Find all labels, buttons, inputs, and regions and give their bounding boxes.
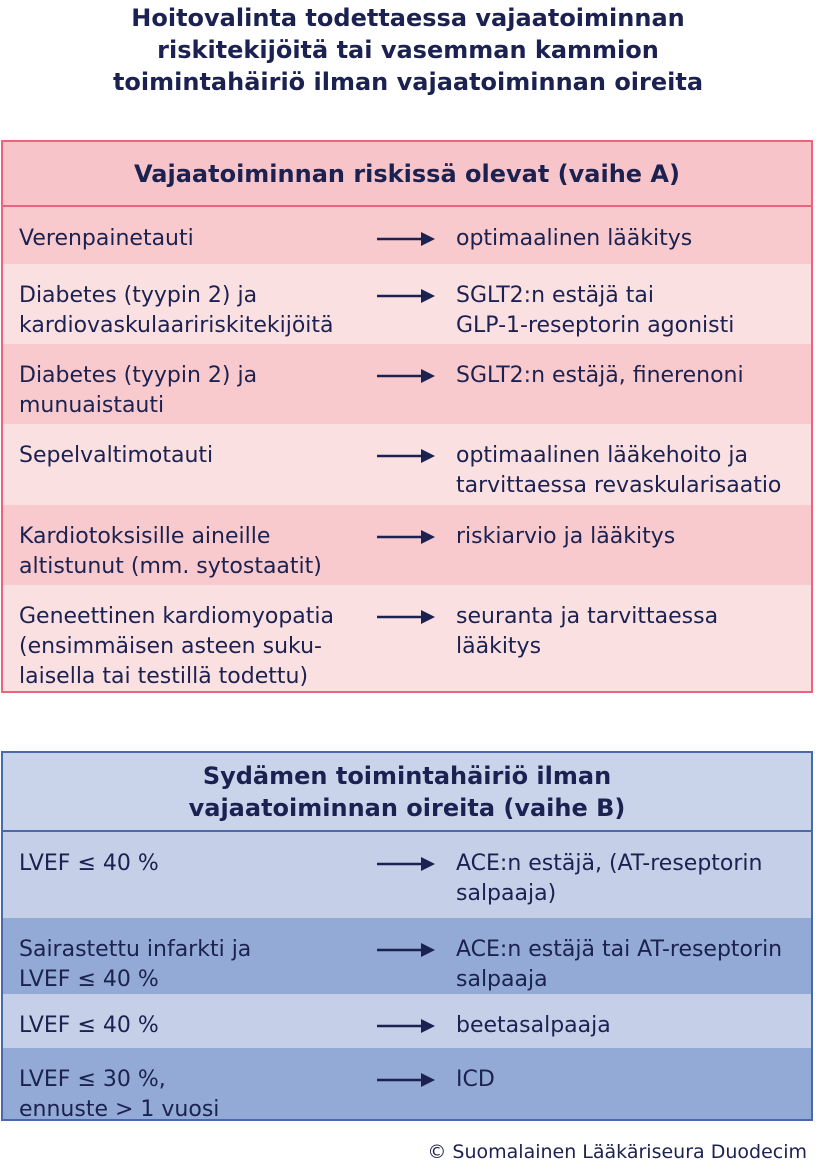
condition-line: Geneettinen kardiomyopatia — [19, 604, 334, 629]
right-arrow-icon — [375, 938, 437, 962]
treatment-cell — [456, 224, 806, 254]
stage-b-panel — [1, 751, 813, 1121]
condition-cell — [19, 522, 369, 582]
condition-line: ennuste > 1 vuosi — [19, 1097, 220, 1122]
right-arrow-icon — [375, 364, 437, 388]
treatment-cell — [456, 935, 806, 995]
stage-b-header-line: vajaatoiminnan oireita (vaihe B) — [188, 793, 626, 822]
table-row — [3, 344, 811, 424]
condition-cell — [19, 281, 369, 341]
table-row — [3, 424, 811, 505]
table-row — [3, 918, 811, 994]
treatment-line: riskiarvio ja lääkitys — [456, 524, 676, 549]
table-row — [3, 505, 811, 585]
treatment-line: GLP-1-reseptorin agonisti — [456, 313, 735, 338]
page-title — [0, 2, 816, 98]
treatment-line: lääkitys — [456, 634, 542, 659]
condition-line: altistunut (mm. sytostaatit) — [19, 554, 322, 579]
stage-a-header-line: Vajaatoiminnan riskissä olevat (vaihe A) — [134, 159, 680, 188]
right-arrow-icon — [375, 605, 437, 629]
condition-line: Diabetes (tyypin 2) ja — [19, 363, 258, 388]
treatment-line: tarvittaessa revaskularisaatio — [456, 473, 782, 498]
treatment-line: seuranta ja tarvittaessa — [456, 604, 719, 629]
treatment-line: ACE:n estäjä, (AT-reseptorin — [456, 851, 763, 876]
stage-b-header — [3, 753, 811, 832]
condition-line: Kardiotoksisille aineille — [19, 524, 271, 549]
treatment-line: salpaaja — [456, 967, 548, 992]
treatment-cell — [456, 361, 806, 391]
stage-a-header — [3, 142, 811, 207]
title-line: toimintahäiriö ilman vajaatoiminnan oireita — [112, 68, 704, 96]
table-row — [3, 994, 811, 1048]
treatment-cell — [456, 441, 806, 501]
treatment-line: SGLT2:n estäjä tai — [456, 283, 654, 308]
table-row — [3, 832, 811, 918]
condition-cell — [19, 361, 369, 421]
condition-line: Verenpainetauti — [19, 226, 194, 251]
condition-cell — [19, 224, 369, 254]
treatment-line: ICD — [456, 1067, 495, 1092]
treatment-cell — [456, 849, 806, 909]
right-arrow-icon — [375, 1014, 437, 1038]
condition-line: LVEF ≤ 40 % — [19, 967, 159, 992]
table-row — [3, 1048, 811, 1122]
treatment-cell — [456, 602, 806, 662]
table-row — [3, 264, 811, 344]
condition-line: Sepelvaltimotauti — [19, 443, 214, 468]
condition-line: (ensimmäisen asteen suku- — [19, 634, 322, 659]
condition-cell — [19, 441, 369, 471]
stage-b-header-line: Sydämen toimintahäiriö ilman — [202, 761, 612, 790]
condition-cell — [19, 849, 369, 879]
condition-line: munuaistauti — [19, 393, 165, 418]
condition-line: laisella tai testillä todettu) — [19, 664, 309, 689]
condition-cell — [19, 1065, 369, 1125]
right-arrow-icon — [375, 852, 437, 876]
table-row — [3, 585, 811, 691]
condition-line: LVEF ≤ 40 % — [19, 1013, 159, 1038]
treatment-cell — [456, 281, 806, 341]
treatment-line: beetasalpaaja — [456, 1013, 611, 1038]
title-line: Hoitovalinta todettaessa vajaatoiminnan — [131, 4, 685, 32]
treatment-line: optimaalinen lääkitys — [456, 226, 693, 251]
condition-line: LVEF ≤ 30 %, — [19, 1067, 166, 1092]
right-arrow-icon — [375, 444, 437, 468]
stage-a-panel — [1, 140, 813, 693]
condition-cell — [19, 602, 369, 692]
copyright-notice: © Suomalainen Lääkäriseura Duodecim — [427, 1141, 807, 1163]
title-line: riskitekijöitä tai vasemman kammion — [157, 36, 659, 64]
condition-cell — [19, 1011, 369, 1041]
table-row — [3, 207, 811, 264]
condition-line: LVEF ≤ 40 % — [19, 851, 159, 876]
condition-line: Diabetes (tyypin 2) ja — [19, 283, 258, 308]
treatment-cell — [456, 1065, 806, 1095]
treatment-line: optimaalinen lääkehoito ja — [456, 443, 748, 468]
treatment-line: salpaaja) — [456, 881, 557, 906]
right-arrow-icon — [375, 227, 437, 251]
condition-cell — [19, 935, 369, 995]
condition-line: Sairastettu infarkti ja — [19, 937, 252, 962]
treatment-cell — [456, 522, 806, 552]
right-arrow-icon — [375, 284, 437, 308]
treatment-cell — [456, 1011, 806, 1041]
treatment-line: SGLT2:n estäjä, finerenoni — [456, 363, 744, 388]
condition-line: kardiovaskulaaririskitekijöitä — [19, 313, 334, 338]
right-arrow-icon — [375, 1068, 437, 1092]
treatment-line: ACE:n estäjä tai AT-reseptorin — [456, 937, 783, 962]
right-arrow-icon — [375, 525, 437, 549]
